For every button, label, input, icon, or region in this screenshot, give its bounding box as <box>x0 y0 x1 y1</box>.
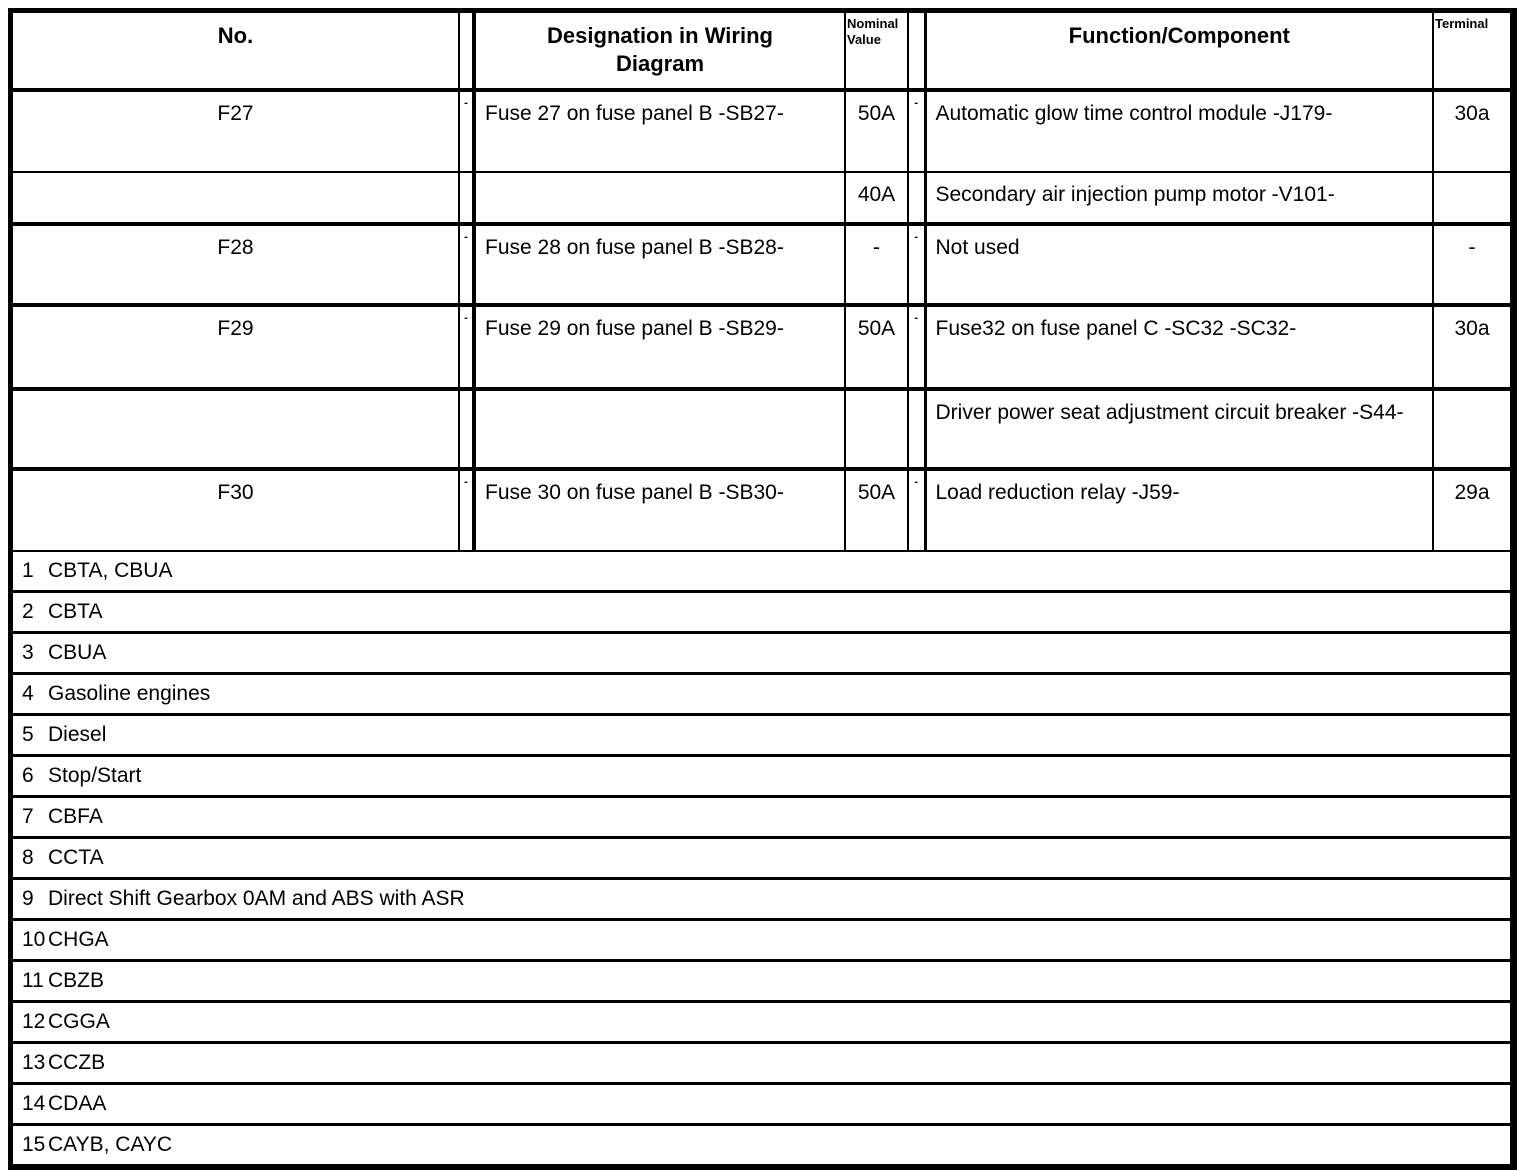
function-cell: Load reduction relay -J59- <box>925 469 1433 551</box>
footnote-number: 3 <box>22 641 34 664</box>
footnote-text: CCTA <box>48 846 104 869</box>
column-header-terminal: Terminal <box>1433 13 1510 90</box>
designation-cell: Fuse 30 on fuse panel B -SB30- <box>474 469 845 551</box>
footnote-text: CHGA <box>48 928 109 951</box>
spacer-cell <box>908 389 925 469</box>
terminal-cell: 30a <box>1433 305 1510 389</box>
footnote-text: CBTA, CBUA <box>48 559 173 582</box>
terminal-cell: 29a <box>1433 469 1510 551</box>
footnote-row <box>13 756 1510 797</box>
footnote-marker: - <box>908 224 925 305</box>
column-header-no: No. <box>13 13 459 90</box>
footnote-row <box>13 879 1510 920</box>
fuse-assignment-table <box>13 13 1510 1164</box>
footnote-number: 6 <box>22 764 34 787</box>
designation-cell: Fuse 29 on fuse panel B -SB29- <box>474 305 845 389</box>
footnote-row <box>13 715 1510 756</box>
footnote-number: 9 <box>22 887 34 910</box>
footnote-row <box>13 961 1510 1002</box>
footnote-row <box>13 1002 1510 1043</box>
footnote-row <box>13 1084 1510 1125</box>
footnote-row <box>13 920 1510 961</box>
designation-cell <box>474 172 845 224</box>
terminal-cell <box>1433 389 1510 469</box>
spacer-cell <box>908 172 925 224</box>
no-cell <box>13 389 459 469</box>
footnote-row <box>13 592 1510 633</box>
footnote-text: CBTA <box>48 600 103 623</box>
footnote-row <box>13 1125 1510 1165</box>
footnote-number: 15 <box>22 1133 46 1156</box>
footnote-number: 4 <box>22 682 34 705</box>
footnote-text: Stop/Start <box>48 764 142 787</box>
fuse-row-f29-continuation <box>13 389 1510 469</box>
footnote-text: CAYB, CAYC <box>48 1133 173 1156</box>
no-cell: F29 <box>13 305 459 389</box>
footnote-text: Gasoline engines <box>48 682 211 705</box>
fuse-table-frame <box>8 8 1517 1170</box>
footnote-text: CGGA <box>48 1010 110 1033</box>
column-header-nominal-value: Nominal Value <box>845 13 908 90</box>
designation-cell: Fuse 28 on fuse panel B -SB28- <box>474 224 845 305</box>
footnote-text: CBUA <box>48 641 107 664</box>
footnote-number: 5 <box>22 723 34 746</box>
footnote-marker: - <box>908 469 925 551</box>
footnote-text: Diesel <box>48 723 107 746</box>
no-cell: F30 <box>13 469 459 551</box>
footnote-number: 11 <box>22 969 44 992</box>
column-header-designation: Designation in Wiring Diagram <box>474 13 845 90</box>
nominal-value-cell: - <box>845 224 908 305</box>
footnote-marker: - <box>908 305 925 389</box>
footnote-row <box>13 838 1510 879</box>
footnote-row <box>13 1043 1510 1084</box>
footnote-number: 1 <box>22 559 34 582</box>
footnote-number: 2 <box>22 600 34 623</box>
nominal-value-cell: 50A <box>845 469 908 551</box>
spacer-cell <box>459 172 474 224</box>
footnote-text: CCZB <box>48 1051 106 1074</box>
function-cell: Fuse32 on fuse panel C -SC32 -SC32- <box>925 305 1433 389</box>
header-spacer-1 <box>459 13 474 90</box>
footnote-number: 10 <box>22 928 46 951</box>
no-cell: F27 <box>13 90 459 172</box>
footnote-text: Direct Shift Gearbox 0AM and ABS with ASR <box>48 887 465 910</box>
fuse-row-f28 <box>13 224 1510 305</box>
footnote-number: 8 <box>22 846 34 869</box>
footnote-text: CDAA <box>48 1092 107 1115</box>
footnote-marker: - <box>459 469 474 551</box>
nominal-value-cell: 40A <box>845 172 908 224</box>
footnote-row <box>13 674 1510 715</box>
footnote-row <box>13 551 1510 592</box>
designation-cell <box>474 389 845 469</box>
terminal-cell: 30a <box>1433 90 1510 172</box>
column-header-function-component: Function/Component <box>925 13 1433 90</box>
terminal-cell: - <box>1433 224 1510 305</box>
function-cell: Automatic glow time control module -J179- <box>925 90 1433 172</box>
no-cell <box>13 172 459 224</box>
function-cell: Not used <box>925 224 1433 305</box>
fuse-row-f27 <box>13 90 1510 172</box>
footnote-marker: - <box>459 90 474 172</box>
fuse-row-f27-continuation <box>13 172 1510 224</box>
fuse-row-f29 <box>13 305 1510 389</box>
terminal-cell <box>1433 172 1510 224</box>
header-spacer-2 <box>908 13 925 90</box>
function-cell: Secondary air injection pump motor -V101- <box>925 172 1433 224</box>
header-row <box>13 13 1510 90</box>
designation-cell: Fuse 27 on fuse panel B -SB27- <box>474 90 845 172</box>
fuse-row-f30 <box>13 469 1510 551</box>
footnote-row <box>13 633 1510 674</box>
nominal-value-cell: 50A <box>845 305 908 389</box>
footnote-number: 13 <box>22 1051 46 1074</box>
footnote-number: 12 <box>22 1010 46 1033</box>
footnote-number: 7 <box>22 805 34 828</box>
nominal-value-cell: 50A <box>845 90 908 172</box>
footnote-number: 14 <box>22 1092 46 1115</box>
spacer-cell <box>459 389 474 469</box>
nominal-value-cell <box>845 389 908 469</box>
no-cell: F28 <box>13 224 459 305</box>
footnote-text: CBFA <box>48 805 103 828</box>
function-cell: Driver power seat adjustment circuit breaker -S44- <box>925 389 1433 469</box>
footnote-text: CBZB <box>48 969 105 992</box>
footnote-row <box>13 797 1510 838</box>
footnote-marker: - <box>459 224 474 305</box>
footnote-marker: - <box>908 90 925 172</box>
footnote-marker: - <box>459 305 474 389</box>
